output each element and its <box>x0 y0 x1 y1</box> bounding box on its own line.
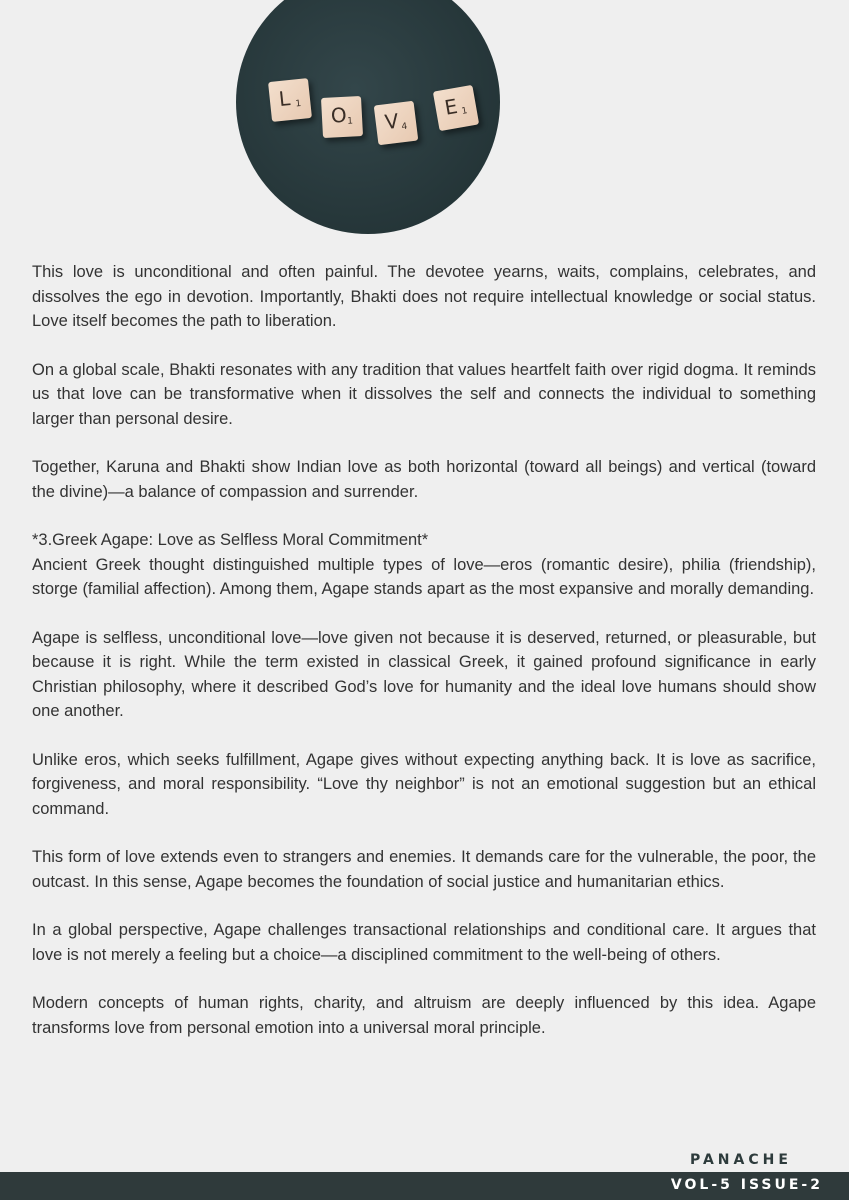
scrabble-tile-v <box>374 101 419 146</box>
issue-number: VOL-5 ISSUE-2 <box>670 1177 823 1193</box>
scrabble-tile-o <box>321 96 363 138</box>
footer-bar <box>0 1172 849 1200</box>
paragraph-agape-strangers: This form of love extends even to strangers and enemies. It demands care for the vulnerable, the poor, the outcast. In this sense, Agape becomes the foundation of social justice and humanitarian ethics. <box>32 848 816 891</box>
magazine-brand: PANACHE <box>690 1152 792 1168</box>
paragraph-agape-modern: Modern concepts of human rights, charity, and altruism are deeply influenced by this idea. Agape transforms love from personal emotion into a universal moral principle. <box>32 994 816 1037</box>
paragraph-bhakti-unconditional: This love is unconditional and often painful. The devotee yearns, waits, complains, celebrates, and dissolves the ego in devotion. Importantly, Bhakti does not require intellectual knowledge or social status. Love itself becomes the path to liberation. <box>32 263 816 330</box>
hero-image <box>236 0 500 234</box>
scrabble-tile-e <box>433 85 479 131</box>
tile-points: 1 <box>294 98 302 110</box>
tile-letter: V <box>383 108 400 135</box>
paragraph-agape-selfless: Agape is selfless, unconditional love—love given not because it is deserved, returned, or pleasurable, but because it is right. While the term existed in classical Greek, it gained profound significance in early Christian philosophy, where it described God’s love for humanity and the ideal love humans should show one another. <box>32 628 816 720</box>
tile-letter: L <box>277 86 292 112</box>
paragraph-agape-vs-eros: Unlike eros, which seeks fulfillment, Agape gives without expecting anything back. It is love as sacrifice, forgiveness, and moral responsibility. “Love thy neighbor” is not an emotional suggestion but an ethical command. <box>32 750 816 818</box>
tile-letter: O <box>330 102 348 128</box>
tile-points: 4 <box>400 121 408 133</box>
paragraph-karuna-bhakti: Together, Karuna and Bhakti show Indian love as both horizontal (toward all beings) and vertical (toward the divine)—a balance of compassion and surrender. <box>32 458 816 501</box>
scrabble-tile-l <box>268 78 312 122</box>
tile-letter: E <box>442 93 460 120</box>
paragraph-bhakti-global: On a global scale, Bhakti resonates with any tradition that values heartfelt faith over rigid dogma. It reminds us that love can be transformative when it dissolves the self and connects the individual to something larger than personal desire. <box>32 360 816 428</box>
paragraph-agape-global: In a global perspective, Agape challenges transactional relationships and conditional care. It argues that love is not merely a feeling but a choice—a disciplined commitment to the well-being of others. <box>32 921 816 964</box>
paragraph-greek-love-types: Ancient Greek thought distinguished multiple types of love—eros (romantic desire), philia (friendship), storge (familial affection). Among them, Agape stands apart as the most expansive and morally demanding. <box>32 555 816 598</box>
tile-points: 1 <box>346 116 354 127</box>
tile-points: 1 <box>460 106 469 117</box>
section-heading-agape: *3.Greek Agape: Love as Selfless Moral Commitment* <box>32 531 429 549</box>
article-body <box>32 260 816 1064</box>
